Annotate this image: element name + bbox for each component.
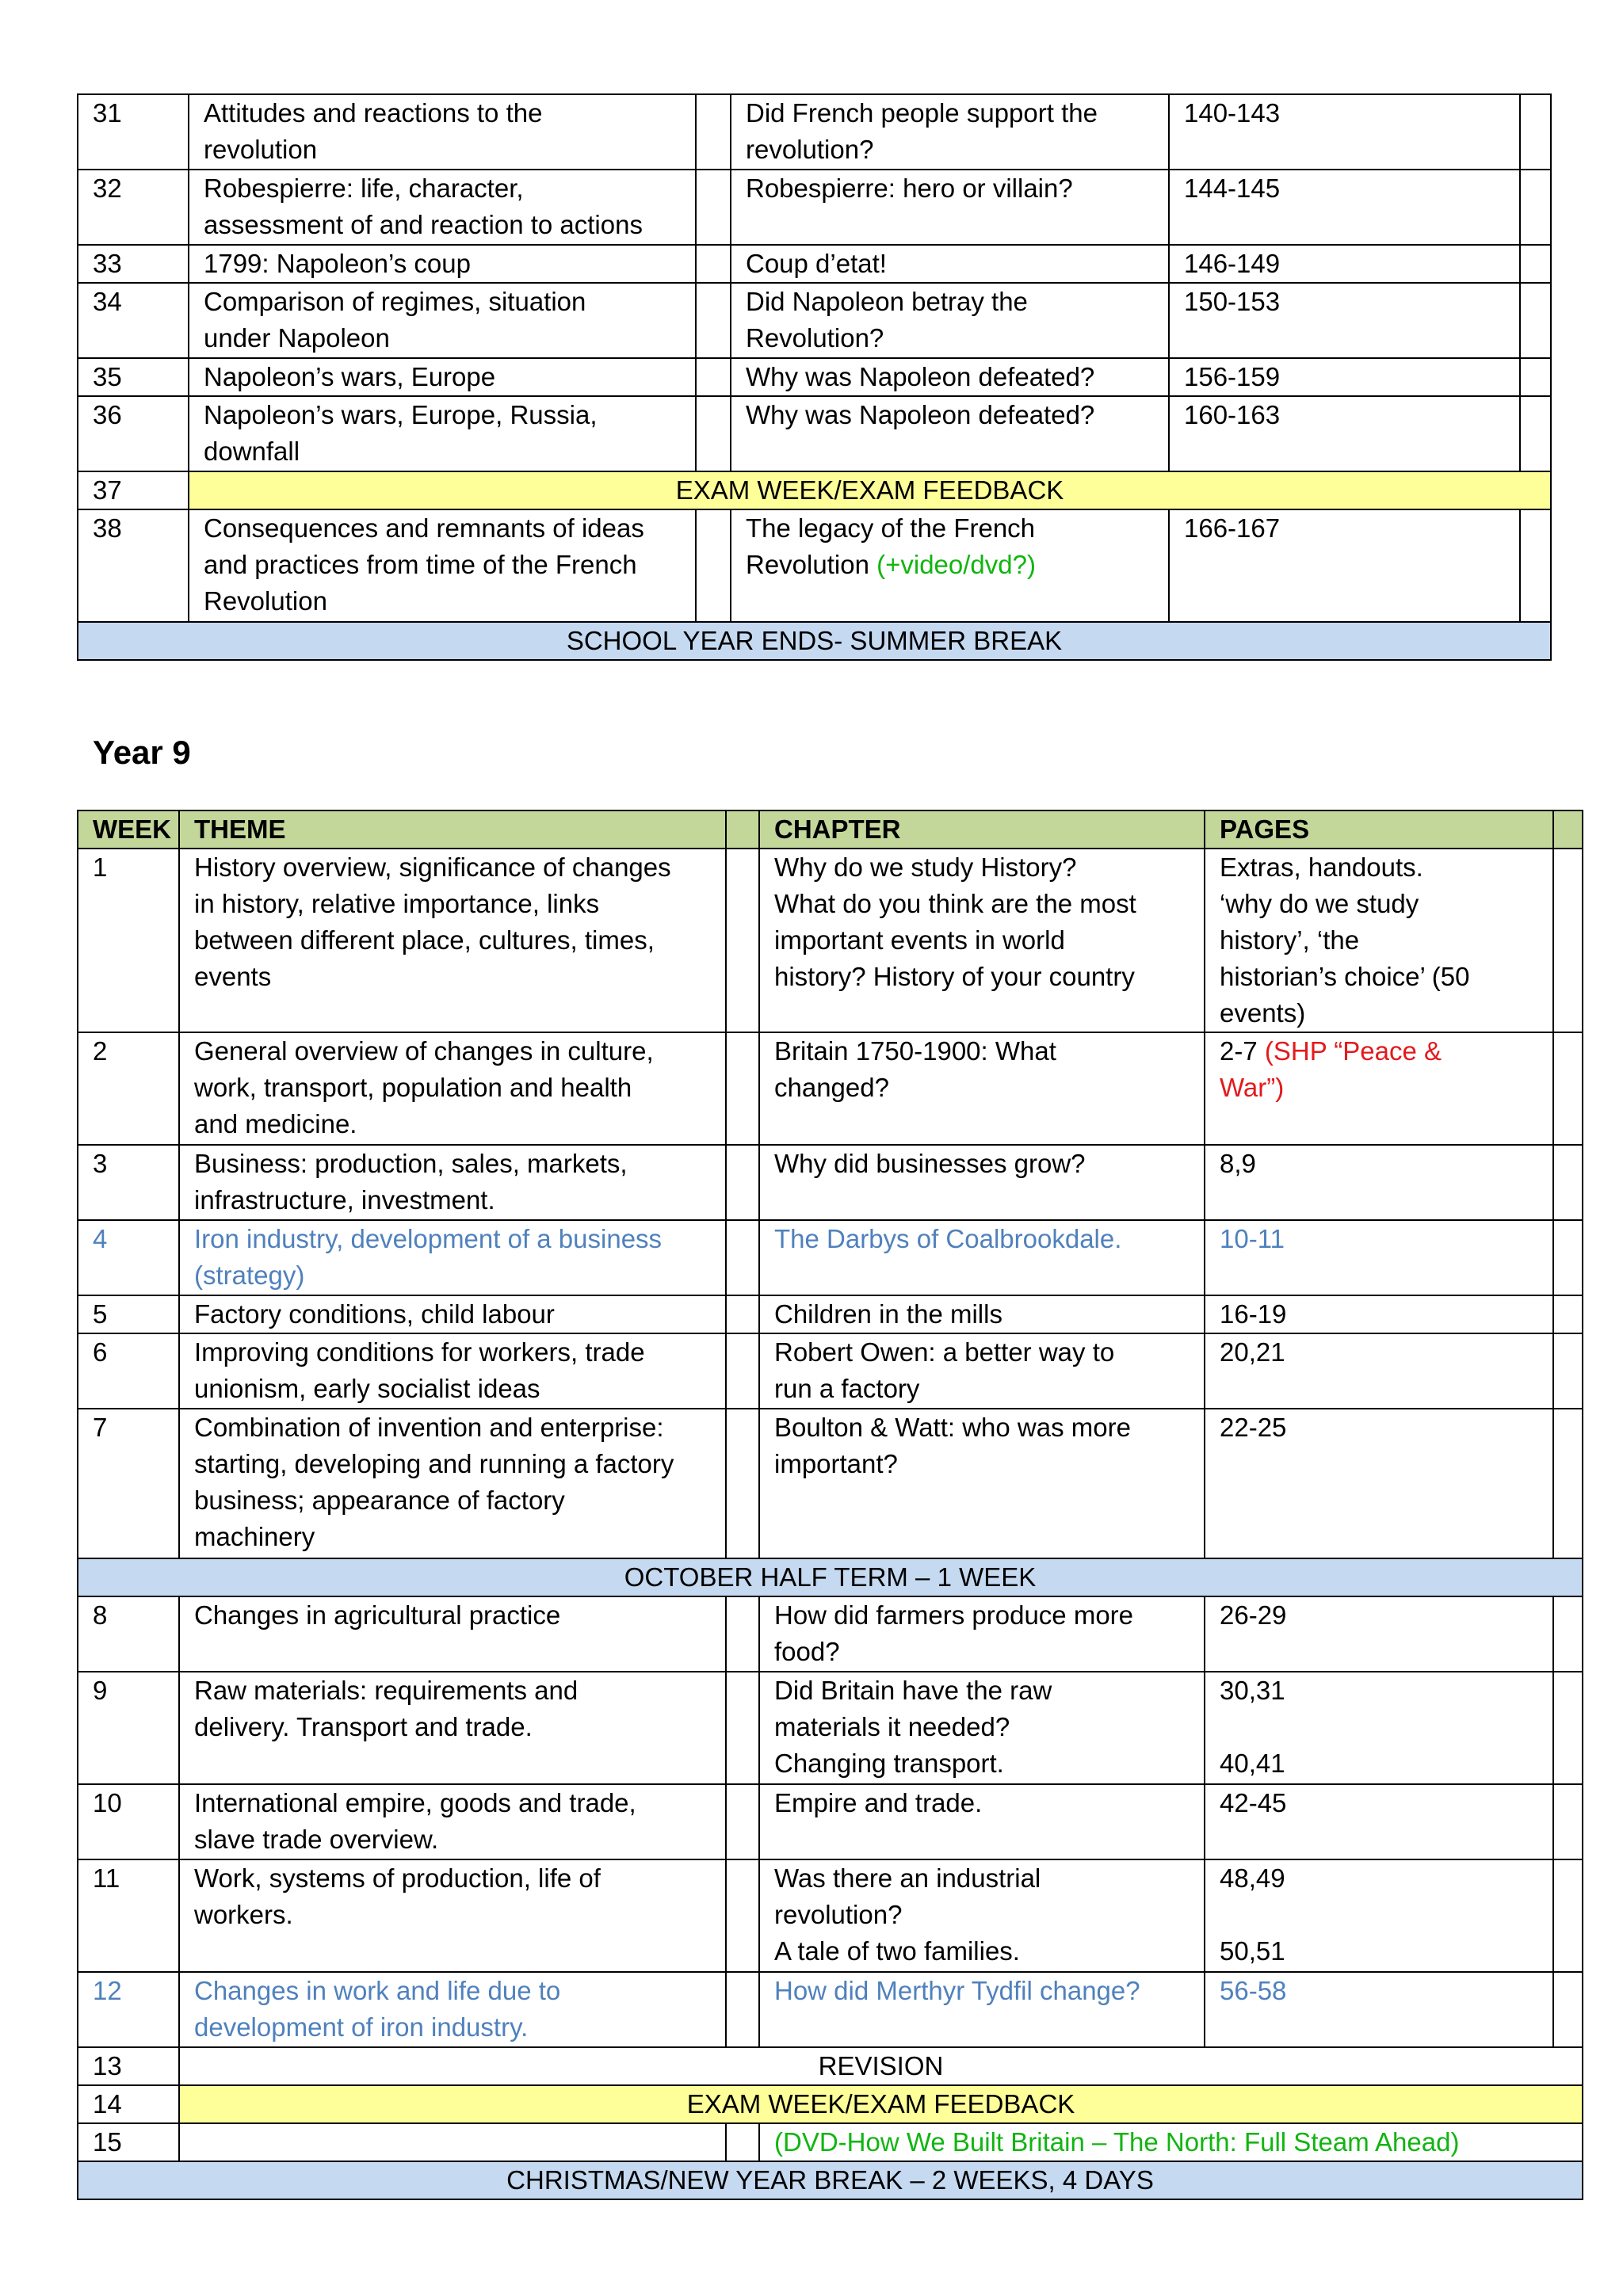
pages-cell: [1205, 1032, 1553, 1145]
exam-banner: EXAM WEEK/EXAM FEEDBACK: [189, 471, 1551, 509]
pages-cell: 10-11: [1205, 1220, 1553, 1295]
pages-cell: 22-25: [1205, 1409, 1553, 1558]
table-row: [78, 1784, 1583, 1859]
week-number: 14: [78, 2085, 179, 2123]
table-row: [78, 396, 1551, 471]
table-row: [78, 849, 1583, 1032]
week-number: 38: [78, 509, 189, 622]
theme-cell: Attitudes and reactions to the revolution: [189, 94, 696, 170]
pages-cell: 144-145: [1169, 170, 1520, 245]
chapter-cell: Why do we study History? What do you think are the most important events in world history? History of your country: [759, 849, 1205, 1032]
header-chapter: CHAPTER: [759, 810, 1205, 849]
chapter-cell: Why did businesses grow?: [759, 1145, 1205, 1220]
theme-cell: International empire, goods and trade, slave trade overview.: [179, 1784, 726, 1859]
header-theme: THEME: [179, 810, 726, 849]
week-number: 36: [78, 396, 189, 471]
revision-row: [78, 2047, 1583, 2085]
chapter-cell: Children in the mills: [759, 1295, 1205, 1333]
chapter-cell: Why was Napoleon defeated?: [731, 396, 1169, 471]
week-number: 2: [78, 1032, 179, 1145]
week-number: 12: [78, 1972, 179, 2047]
chapter-cell: Boulton & Watt: who was more important?: [759, 1409, 1205, 1558]
header-week: WEEK: [78, 810, 179, 849]
theme-cell: Changes in work and life due to development of iron industry.: [179, 1972, 726, 2047]
theme-cell: Work, systems of production, life of workers.: [179, 1859, 726, 1972]
table-header-row: [78, 810, 1583, 849]
theme-cell: Iron industry, development of a business (strategy): [179, 1220, 726, 1295]
week-number: 35: [78, 358, 189, 396]
theme-cell: Robespierre: life, character, assessment of and reaction to actions: [189, 170, 696, 245]
pages-cell: 48,49 50,51: [1205, 1859, 1553, 1972]
pages-cell: 160-163: [1169, 396, 1520, 471]
table-row: [78, 509, 1551, 622]
pages-cell: 42-45: [1205, 1784, 1553, 1859]
pages-cell: 30,31 40,41: [1205, 1672, 1553, 1784]
chapter-note: (+video/dvd?): [876, 550, 1036, 579]
theme-cell: Factory conditions, child labour: [179, 1295, 726, 1333]
theme-cell: General overview of changes in culture, work, transport, population and health and medicine.: [179, 1032, 726, 1145]
chapter-cell: Why was Napoleon defeated?: [731, 358, 1169, 396]
theme-cell: Raw materials: requirements and delivery. Transport and trade.: [179, 1672, 726, 1784]
table-row: [78, 1333, 1583, 1409]
table-row: [78, 94, 1551, 170]
chapter-cell: Robespierre: hero or villain?: [731, 170, 1169, 245]
chapter-main: The legacy of the French Revolution: [746, 513, 1036, 579]
pages-note: (SHP “Peace & War”): [1220, 1036, 1442, 1102]
dvd-row: [78, 2123, 1583, 2161]
table-row: [78, 1409, 1583, 1558]
table-row: [78, 1972, 1583, 2047]
year8-continuation-table: [77, 93, 1552, 661]
theme-cell: Improving conditions for workers, trade unionism, early socialist ideas: [179, 1333, 726, 1409]
chapter-cell: How did Merthyr Tydfil change?: [759, 1972, 1205, 2047]
week-number: 10: [78, 1784, 179, 1859]
pages-cell: 150-153: [1169, 283, 1520, 358]
week-number: 33: [78, 245, 189, 283]
table-row: [78, 1596, 1583, 1672]
week-number: 31: [78, 94, 189, 170]
summer-break-banner: SCHOOL YEAR ENDS- SUMMER BREAK: [78, 622, 1551, 660]
exam-banner: EXAM WEEK/EXAM FEEDBACK: [179, 2085, 1583, 2123]
week-number: 5: [78, 1295, 179, 1333]
pages-cell: 20,21: [1205, 1333, 1553, 1409]
chapter-cell: The Darbys of Coalbrookdale.: [759, 1220, 1205, 1295]
chapter-cell: Did French people support the revolution?: [731, 94, 1169, 170]
week-number: 9: [78, 1672, 179, 1784]
table-row: [78, 358, 1551, 396]
week-number: 4: [78, 1220, 179, 1295]
chapter-cell: [731, 509, 1169, 622]
pages-cell: 146-149: [1169, 245, 1520, 283]
week-number: 15: [78, 2123, 179, 2161]
break-row: [78, 2161, 1583, 2199]
table-row: [78, 1220, 1583, 1295]
week-number: 13: [78, 2047, 179, 2085]
table-row: [78, 170, 1551, 245]
table-row: [78, 1859, 1583, 1972]
week-number: 34: [78, 283, 189, 358]
table-row: [78, 245, 1551, 283]
year9-schedule-table: [77, 810, 1583, 2200]
table-row: [78, 1032, 1583, 1145]
break-row: [78, 1558, 1583, 1596]
theme-cell: Combination of invention and enterprise: starting, developing and running a factory business; appearance of factory machinery: [179, 1409, 726, 1558]
theme-cell: 1799: Napoleon’s coup: [189, 245, 696, 283]
pages-cell: Extras, handouts. ‘why do we study history’, ‘the historian’s choice’ (50 events): [1205, 849, 1553, 1032]
pages-main: 2-7: [1220, 1036, 1265, 1066]
theme-cell: Comparison of regimes, situation under Napoleon: [189, 283, 696, 358]
table-row: [78, 1672, 1583, 1784]
header-pages: PAGES: [1205, 810, 1553, 849]
theme-cell: Business: production, sales, markets, infrastructure, investment.: [179, 1145, 726, 1220]
week-number: 11: [78, 1859, 179, 1972]
week-number: 8: [78, 1596, 179, 1672]
chapter-cell: Empire and trade.: [759, 1784, 1205, 1859]
chapter-cell: Coup d’etat!: [731, 245, 1169, 283]
week-number: 1: [78, 849, 179, 1032]
chapter-cell: Robert Owen: a better way to run a factory: [759, 1333, 1205, 1409]
theme-cell: Changes in agricultural practice: [179, 1596, 726, 1672]
pages-cell: 16-19: [1205, 1295, 1553, 1333]
christmas-break-banner: CHRISTMAS/NEW YEAR BREAK – 2 WEEKS, 4 DAYS: [78, 2161, 1583, 2199]
pages-cell: 56-58: [1205, 1972, 1553, 2047]
theme-cell: Napoleon’s wars, Europe: [189, 358, 696, 396]
pages-cell: 166-167: [1169, 509, 1520, 622]
theme-cell: History overview, significance of changes in history, relative importance, links between different place, cultures, times, events: [179, 849, 726, 1032]
week-number: 7: [78, 1409, 179, 1558]
week-number: 3: [78, 1145, 179, 1220]
break-row: [78, 622, 1551, 660]
week-number: 37: [78, 471, 189, 509]
chapter-cell: Britain 1750-1900: What changed?: [759, 1032, 1205, 1145]
exam-row: [78, 471, 1551, 509]
chapter-cell: Did Britain have the raw materials it needed? Changing transport.: [759, 1672, 1205, 1784]
pages-cell: 26-29: [1205, 1596, 1553, 1672]
revision-label: REVISION: [179, 2047, 1583, 2085]
year9-heading: Year 9: [93, 734, 191, 771]
chapter-cell: Was there an industrial revolution? A tale of two families.: [759, 1859, 1205, 1972]
pages-cell: 156-159: [1169, 358, 1520, 396]
theme-cell: Napoleon’s wars, Europe, Russia, downfall: [189, 396, 696, 471]
chapter-cell: How did farmers produce more food?: [759, 1596, 1205, 1672]
table-row: [78, 283, 1551, 358]
pages-cell: 140-143: [1169, 94, 1520, 170]
table-row: [78, 1295, 1583, 1333]
dvd-note: (DVD-How We Built Britain – The North: Full Steam Ahead): [759, 2123, 1583, 2161]
exam-row: [78, 2085, 1583, 2123]
table-row: [78, 1145, 1583, 1220]
week-number: 6: [78, 1333, 179, 1409]
chapter-cell: Did Napoleon betray the Revolution?: [731, 283, 1169, 358]
theme-cell: Consequences and remnants of ideas and practices from time of the French Revolution: [189, 509, 696, 622]
october-break-banner: OCTOBER HALF TERM – 1 WEEK: [78, 1558, 1583, 1596]
pages-cell: 8,9: [1205, 1145, 1553, 1220]
week-number: 32: [78, 170, 189, 245]
